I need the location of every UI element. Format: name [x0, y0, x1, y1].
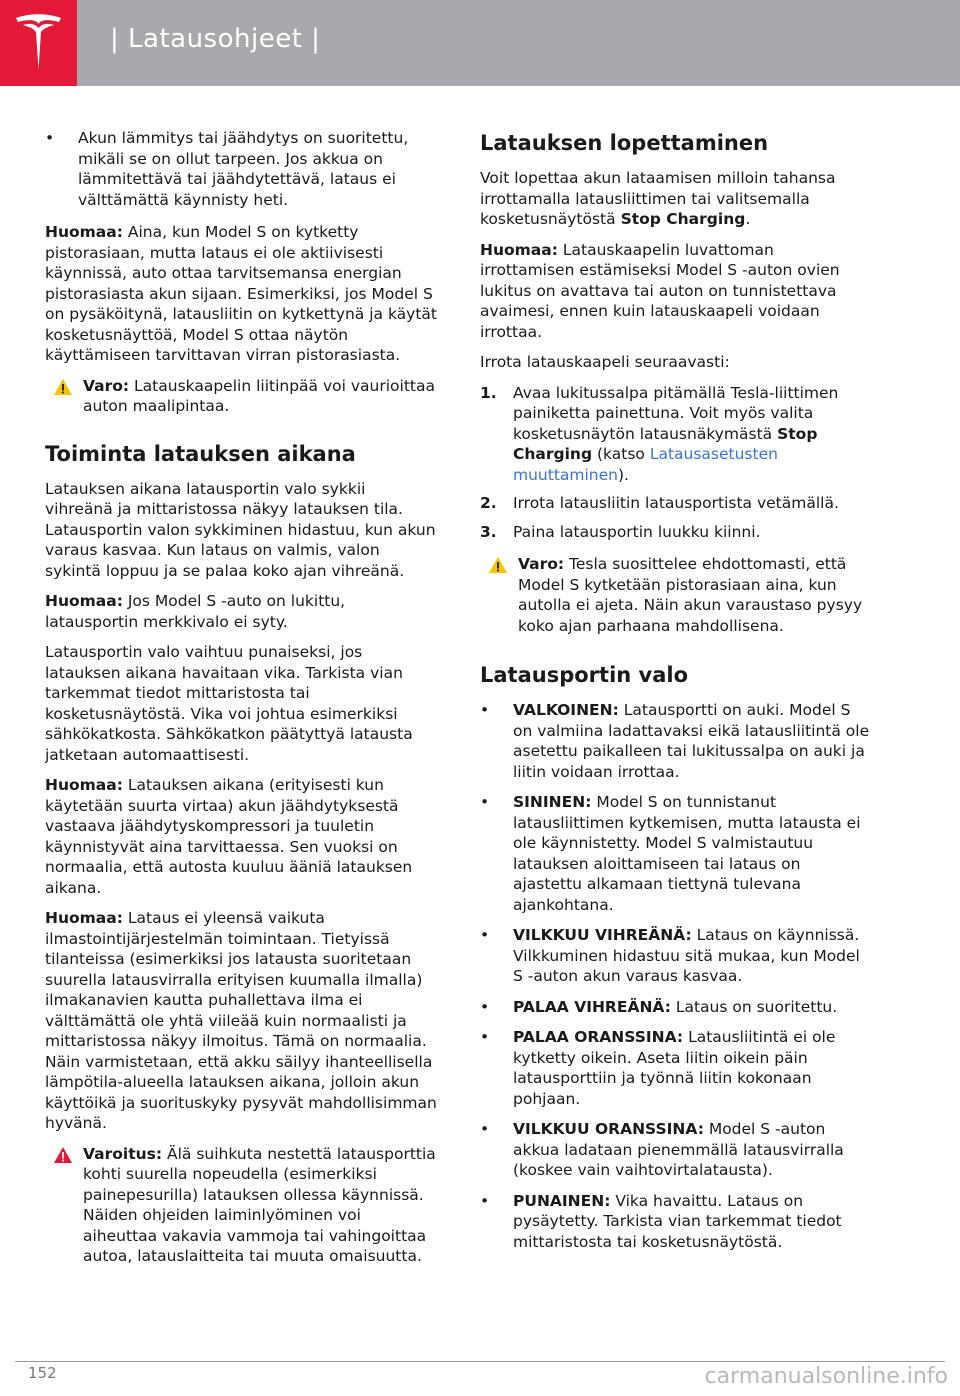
status-label: PUNAINEN: [513, 1191, 611, 1210]
step-number: 3. [480, 522, 497, 541]
status-text: Model S -auton akkua ladataan pienemmällä latausvirralla (koskee vain vaihtovirtalatausta). [513, 1120, 844, 1179]
caution-box [480, 554, 872, 636]
note-label: Huomaa: [45, 223, 123, 241]
note-text: Lataus ei yleensä vaikuta ilmastointijärjestelmän toimintaan. Tietyissä tilanteissa (esimerkiksi jos latausta suoritetaan suurella latausvirralla erityisen kuumalla ilmalla) ilmakanavien kautta puhallettava ilma ei välttämättä ole yhtä viileää kuin normaalisti ja mittaristossa näkyy ilmoitus. Tämä on normaalia. Näin varmistetaan, että akku säilyy ihanteellisella lämpötila-alueella latauksen aikana, jolloin akun käyttöikä ja suorituskyky pysyvät mahdollisimman hyvänä. [45, 909, 437, 1132]
warning-text: Älä suihkuta nestettä latausporttia kohti suurella nopeudella (esimerkiksi painepesurilla) latauksen ollessa käynnissä. Näiden ohjeiden laiminlyöminen voi aiheuttaa vakavia vammoja tai vahingoittaa autoa, latauslaitteita tai muuta omaisuutta. [83, 1144, 436, 1265]
status-text: Latausportti on auki. Model S on valmiina ladattavaksi eikä latausliitintä ole asetettu paikalleen tai lukitussalpa on auki ja liitin voidaan irrottaa. [513, 701, 870, 781]
list-item [480, 700, 872, 782]
note-paragraph [45, 591, 437, 632]
section-heading: Toiminta latauksen aikana [45, 441, 356, 466]
punctuation: . [745, 210, 751, 228]
status-list [45, 128, 437, 210]
note-label: Huomaa: [45, 592, 123, 610]
step-text: Irrota latausliitin latausportista vetämällä. [513, 494, 839, 512]
step-text: (katso [592, 445, 650, 463]
status-label: VILKKUU ORANSSINA: [513, 1120, 704, 1138]
status-label: VILKKUU VIHREÄNÄ: [513, 926, 692, 944]
status-text: Latausliitintä ei ole kytketty oikein. Aseta liitin oikein päin latausporttiin ja työnnä liitin kokonaan pohjaan. [513, 1028, 836, 1108]
status-label: PALAA ORANSSINA: [513, 1028, 684, 1046]
caution-box [45, 376, 437, 417]
paragraph [480, 168, 872, 230]
list-item [480, 1027, 872, 1109]
stop-charging-term: Stop Charging [620, 210, 746, 228]
note-text: Jos Model S -auto on lukittu, latausportin merkkivalo ei syty. [45, 592, 346, 631]
note-paragraph [480, 240, 872, 343]
list-item [480, 1191, 872, 1253]
right-column [480, 130, 872, 1264]
light-status-list [480, 700, 872, 1252]
page-title: | Latausohjeet | [110, 24, 321, 54]
caution-label: Varo: [83, 376, 130, 395]
note-paragraph [45, 775, 437, 898]
list-item [480, 792, 872, 915]
caution-label: Varo: [518, 555, 565, 573]
warning-box [45, 1144, 437, 1267]
watermark: carmanualsonline.info [704, 1364, 948, 1389]
step-text: Avaa lukitussalpa pitämällä Tesla-liittimen painiketta painettuna. Voit myös valita kosketusnäytön latausnäkymästä [513, 383, 839, 443]
step-item [480, 383, 872, 486]
steps-list [480, 383, 872, 543]
stop-charging-term: Stop Charging [513, 424, 818, 463]
tesla-logo-icon [0, 0, 77, 86]
section-heading: Latausportin valo [480, 663, 689, 687]
step-number: 1. [480, 383, 497, 402]
step-text: ). [618, 465, 629, 484]
page-header [0, 0, 960, 86]
warning-label: Varoitus: [83, 1144, 163, 1163]
note-label: Huomaa: [480, 240, 558, 259]
caution-triangle-icon [488, 556, 508, 574]
step-item [480, 522, 872, 543]
paragraph-text: Voit lopettaa akun lataamisen milloin tahansa irrottamalla latausliittimen tai valitsemalla kosketusnäytöstä [480, 169, 836, 228]
status-text: Lataus on suoritettu. [670, 997, 838, 1016]
paragraph: Irrota latauskaapeli seuraavasti: [480, 353, 730, 371]
note-text: Latauksen aikana (erityisesti kun käytetään suurta virtaa) akun jäähdytyksestä vastaava jäähdytyskompressori ja tuuletin käynnistyvät aina tarvittaessa. Sen vuoksi on normaalia, että autosta kuuluu ääniä latauksen aikana. [45, 776, 413, 897]
settings-link[interactable]: Latausasetusten muuttaminen [513, 445, 778, 484]
note-paragraph [45, 222, 437, 366]
list-item: • Akun lämmitys tai jäähdytys on suoritettu, mikäli se on ollut tarpeen. Jos akkua on lämmitettävä tai jäähdytettävä, lataus ei välttämättä käynnisty heti. [45, 128, 437, 210]
page-number: 152 [28, 1364, 57, 1382]
status-label: VALKOINEN: [513, 701, 619, 719]
status-text: Vika havaittu. Lataus on pysäytetty. Tarkista vian tarkemmat tiedot mittaristosta tai kosketusnäytöstä. [513, 1191, 842, 1251]
status-label: PALAA VIHREÄNÄ: [513, 997, 671, 1016]
caution-text: Tesla suosittelee ehdottomasti, että Model S kytketään pistorasiaan aina, kun autolla ei ajeta. Näin akun varaustaso pysyy koko ajan parhaana mahdollisena. [518, 555, 863, 635]
note-text: Latauskaapelin luvattoman irrottamisen estämiseksi Model S -auton ovien lukitus on avattava tai auton on tunnistettava avaimesi, ennen kuin latauskaapeli voidaan irrottaa. [480, 240, 840, 341]
note-label: Huomaa: [45, 776, 123, 794]
warning-triangle-icon [53, 1146, 73, 1164]
list-item [480, 925, 872, 987]
section-heading: Latauksen lopettaminen [480, 131, 769, 155]
left-column [45, 128, 437, 1281]
step-text: Paina latausportin luukku kiinni. [513, 522, 761, 541]
status-text: Lataus on käynnissä. Vilkkuminen hidastuu sitä mukaa, kun Model S -auton akun varaus kasvaa. [513, 926, 860, 985]
footer-divider [15, 1361, 945, 1362]
step-item [480, 493, 872, 514]
paragraph: Latausportin valo vaihtuu punaiseksi, jos latauksen aikana havaitaan vika. Tarkista vian tarkemmat tiedot mittaristosta tai kosketusnäytöstä. Vika voi johtua esimerkiksi sähkökatkosta. Sähkökatkon päätyttyä latausta jatketaan automaattisesti. [45, 643, 413, 764]
note-text: Aina, kun Model S on kytketty pistorasiaan, mutta lataus ei ole aktiivisesti käynnissä, auto ottaa tarvitsemansa energian pistorasiasta akun sijaan. Esimerkiksi, jos Model S on pysäköitynä, latausliitin on kytkettynä ja käytät kosketusnäyttöä, Model S ottaa näytön käyttämiseen tarvittavan virran pistorasiasta. [45, 223, 437, 364]
paragraph: Latauksen aikana latausportin valo sykkii vihreänä ja mittaristossa näkyy latauksen tila. Latausportin valon sykkiminen hidastuu, kun akun varaus kasvaa. Kun lataus on valmis, valon sykintä loppuu ja se palaa koko ajan vihreänä. [45, 479, 436, 580]
caution-text: Latauskaapelin liitinpää voi vaurioittaa auton maalipintaa. [83, 376, 435, 415]
caution-triangle-icon [53, 378, 73, 396]
status-label: SININEN: [513, 793, 592, 811]
step-number: 2. [480, 494, 497, 512]
list-item [480, 997, 872, 1018]
status-text: Model S on tunnistanut latausliittimen kytkemisen, mutta latausta ei ole käynnistetty. Model S valmistautuu latauksen aloittamiseen tai lataus on ajastettu alkamaan tiettynä tulevana ajankohtana. [513, 793, 861, 914]
note-paragraph [45, 908, 437, 1134]
list-item [480, 1119, 872, 1181]
note-label: Huomaa: [45, 909, 123, 927]
